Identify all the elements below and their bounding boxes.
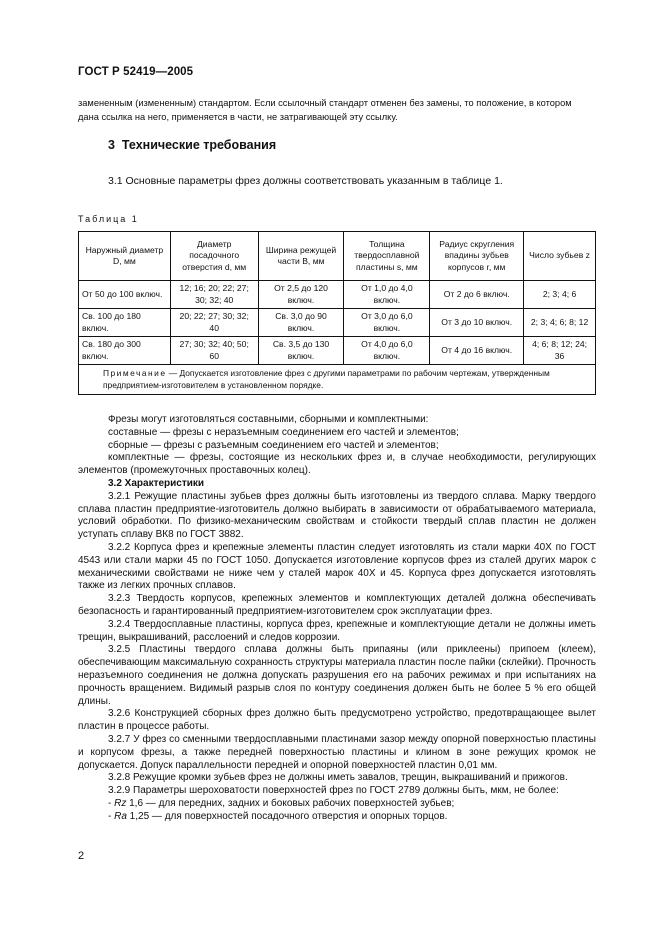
paragraph-3-2-4: 3.2.4 Твердосплавные пластины, корпуса фрез, крепежные и комплектующие детали не должны иметь трещин, выкрашиваний, расслоений и следов коррозии.	[78, 618, 596, 643]
document-header: ГОСТ Р 52419—2005	[78, 66, 194, 78]
paragraph-3-2-5: 3.2.5 Пластины твердого сплава должны быть припаяны (или приклеены) припоем (клеем), обеспечивающим максимальную сохранность структуры материала пластин после пайки (склейки). Прочность неразъемного соединения не должна допускать разрушения его на рабочих режимах и при испытаниях на прочность вращением. Видимый разрыв слоя по контуру соединения должен быть не более 5 % его общей длины.	[78, 644, 596, 707]
paragraph-3-1: 3.1 Основные параметры фрез должны соответствовать указанным в таблице 1.	[108, 175, 503, 187]
paragraph: комплектные — фрезы, состоящие из нескольких фрез и, в случае необходимости, регулирующих элементов (промежуточных проставочных колец).	[78, 452, 596, 477]
cell-cutting-width: От 2,5 до 120 включ.	[258, 281, 344, 309]
cell-teeth-count: 2; 3; 4; 6; 8; 12	[524, 309, 596, 337]
cell-fillet-radius: От 4 до 16 включ.	[430, 337, 524, 365]
paragraph-3-2-8: 3.2.8 Режущие кромки зубьев фрез не должны иметь завалов, трещин, выкрашиваний и прижогов.	[108, 772, 568, 784]
note-label: Примечание	[103, 368, 167, 378]
list-item-text: 1,6 — для передних, задних и боковых рабочих поверхностей зубьев;	[126, 797, 455, 809]
table-row	[79, 309, 596, 337]
cell-bore-diameter: 12; 16; 20; 22; 27; 30; 32; 40	[170, 281, 258, 309]
cell-cutting-width: Св. 3,5 до 130 включ.	[258, 337, 344, 365]
cell-outer-diameter: Св. 180 до 300 включ.	[79, 337, 171, 365]
header-teeth-count: Число зубьев z	[524, 232, 596, 281]
cell-bore-diameter: 27; 30; 32; 40; 50; 60	[170, 337, 258, 365]
cell-cutting-width: Св. 3,0 до 90 включ.	[258, 309, 344, 337]
cell-plate-thickness: От 4,0 до 6,0 включ.	[344, 337, 430, 365]
roughness-symbol: Rz	[114, 797, 127, 809]
intro-line: замененным (измененным) стандартом. Если ссылочный стандарт отменен без замены, то положение, в котором	[78, 98, 572, 108]
list-item: - Ra 1,25 — для поверхностей посадочного отверстия и опорных торцов.	[108, 810, 448, 822]
paragraph: Фрезы могут изготовляться составными, сборными и комплектными:	[108, 414, 429, 425]
table-row	[79, 337, 596, 365]
table-note	[79, 365, 596, 395]
table-caption: Таблица 1	[78, 214, 139, 224]
body-text	[78, 414, 596, 824]
header-bore-diameter: Диаметр посадочного отверстия d, мм	[170, 232, 258, 281]
header-outer-diameter: Наружный диаметр D, мм	[79, 232, 171, 281]
table-row	[79, 281, 596, 309]
parameters-table	[78, 231, 596, 395]
intro-line: дана ссылка на него, применяется в части, не затрагивающей эту ссылку.	[78, 112, 398, 122]
cell-plate-thickness: От 1,0 до 4,0 включ.	[344, 281, 430, 309]
paragraph-3-2-9: 3.2.9 Параметры шероховатости поверхностей фрез по ГОСТ 2789 должны быть, мкм, не более:	[108, 785, 559, 797]
header-cutting-width: Ширина режущей части B, мм	[258, 232, 344, 281]
paragraph-3-2-2: 3.2.2 Корпуса фрез и крепежные элементы пластин следует изготовлять из стали марки 40Х по ГОСТ 4543 или стали марки 45 по ГОСТ 1050. Допускается изготовление корпусов фрез из сталей других марок с механическими свойствами не ниже чем у сталей марок 40Х и 45. Корпуса фрез допускается изготовлять также из легких прочных сплавов.	[78, 541, 596, 592]
cell-teeth-count: 4; 6; 8; 12; 24; 36	[524, 337, 596, 365]
paragraph: составные — фрезы с неразъемным соединением его частей и элементов;	[108, 426, 459, 438]
cell-plate-thickness: От 3,0 до 6,0 включ.	[344, 309, 430, 337]
header-plate-thickness: Толщина твердосплавной пластины s, мм	[344, 232, 430, 281]
paragraph-3-2-7: 3.2.7 У фрез со сменными твердосплавными пластинами зазор между опорной поверхностью пластины и корпусом фрезы, а также передней поверхностью пластины и клином в зоне режущих кромок не допускается. Допуск параллельности передней и опорной поверхностей пластин 0,01 мм.	[78, 733, 596, 771]
header-fillet-radius: Радиус скругления впадины зубьев корпусов r, мм	[430, 232, 524, 281]
roughness-symbol: Ra	[114, 810, 127, 822]
paragraph-3-2-3: 3.2.3 Твердость корпусов, крепежных элементов и комплектующих деталей должна обеспечивать безопасность и гарантированный предприятием-изготовителем срок эксплуатации фрез.	[78, 593, 596, 617]
section-title: Технические требования	[121, 138, 277, 152]
paragraph-3-2-1: 3.2.1 Режущие пластины зубьев фрез должны быть изготовлены из твердого сплава. Марку твердого сплава пластин предприятие-изготовитель должно выбирать в зависимости от обрабатываемого материала, условий обработки. По физико-механическим свойствам и стойкости твердый сплав пластин не должен уступать сплаву ВК8 по ГОСТ 3882.	[78, 490, 596, 541]
cell-outer-diameter: Св. 100 до 180 включ.	[79, 309, 171, 337]
cell-outer-diameter: От 50 до 100 включ.	[79, 281, 171, 309]
paragraph-3-2-6: 3.2.6 Конструкцией сборных фрез должно быть предусмотрено устройство, предотвращающее вылет пластин в процессе работы.	[78, 708, 596, 733]
subsection-heading: 3.2 Характеристики	[108, 477, 205, 489]
table-header-row	[79, 232, 596, 281]
table-note-row	[79, 365, 596, 395]
cell-teeth-count: 2; 3; 4; 6	[524, 281, 596, 309]
list-item: - Rz 1,6 — для передних, задних и боковых рабочих поверхностей зубьев;	[108, 797, 455, 809]
paragraph: сборные — фрезы с разъемным соединением его частей и элементов;	[108, 439, 439, 451]
section-heading	[108, 138, 276, 152]
page-number: 2	[78, 850, 85, 862]
section-number: 3	[108, 138, 115, 152]
cell-bore-diameter: 20; 22; 27; 30; 32; 40	[170, 309, 258, 337]
note-text: — Допускается изготовление фрез с другими параметрами по рабочим чертежам, утвержденным предприятием-изготовителем в установленном порядке.	[103, 368, 550, 390]
cell-fillet-radius: От 3 до 10 включ.	[430, 309, 524, 337]
cell-fillet-radius: От 2 до 6 включ.	[430, 281, 524, 309]
intro-paragraph	[78, 96, 596, 124]
list-item-text: 1,25 — для поверхностей посадочного отверстия и опорных торцов.	[126, 810, 448, 822]
